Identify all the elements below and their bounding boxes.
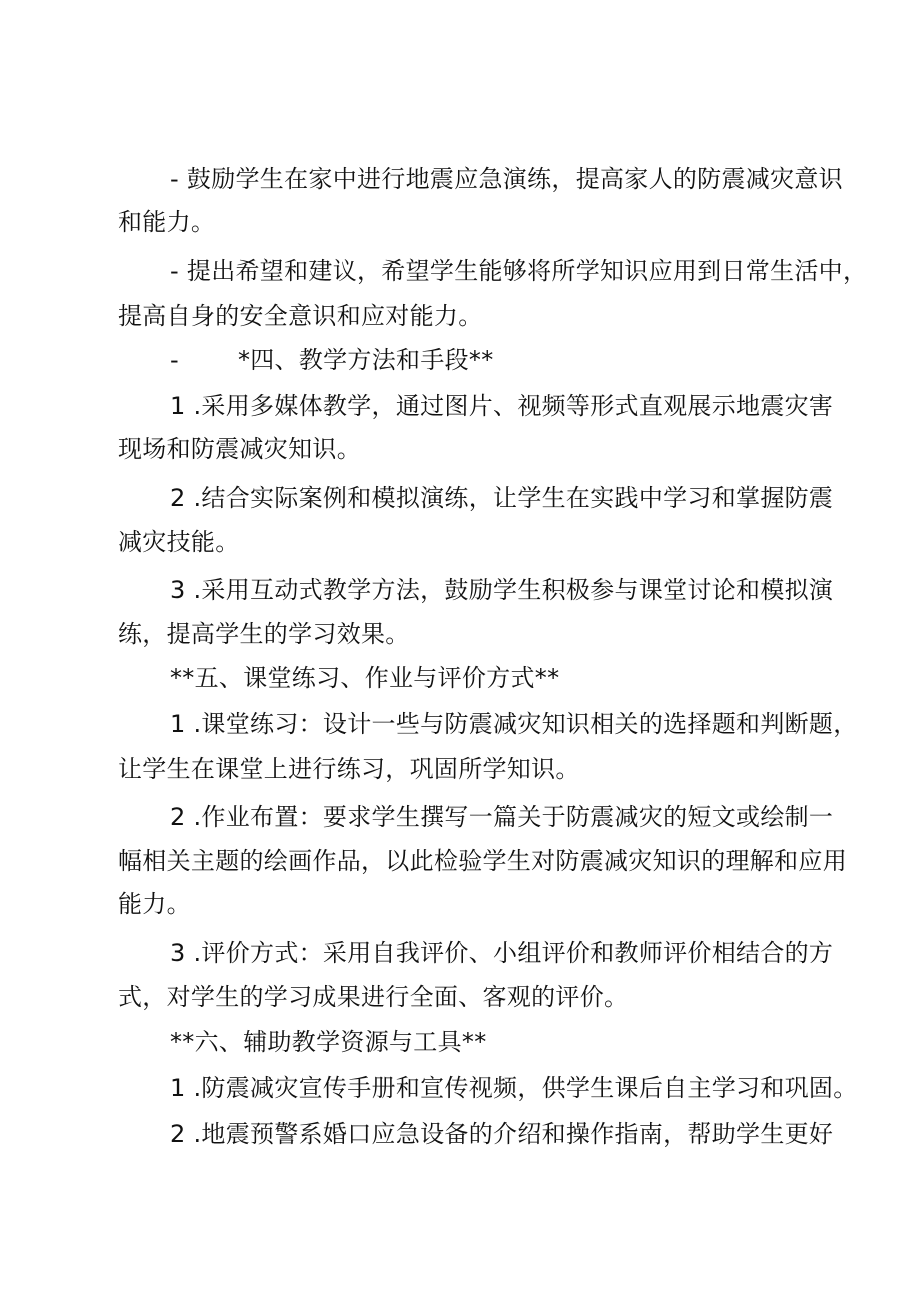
list-item: 2 .作业布置：要求学生撰写一篇关于防震减灾的短文或绘制一 xyxy=(170,803,834,831)
text-line: 能力。 xyxy=(118,890,191,918)
text-line: 减灾技能。 xyxy=(118,528,240,556)
text-line: 和能力。 xyxy=(118,208,216,236)
text-line: - 鼓励学生在家中进行地震应急演练，提高家人的防震减灾意识 xyxy=(170,165,843,193)
text-line: 让学生在课堂上进行练习，巩固所学知识。 xyxy=(118,755,580,783)
list-item: 3 .采用互动式教学方法，鼓励学生积极参与课堂讨论和模拟演 xyxy=(170,576,834,604)
section-heading-line xyxy=(170,345,494,375)
section-heading: **六、辅助教学资源与工具** xyxy=(170,1028,487,1056)
dash-marker: - xyxy=(170,346,179,374)
text-line: 提高自身的安全意识和应对能力。 xyxy=(118,302,483,330)
text-line: 现场和防震减灾知识。 xyxy=(118,435,361,463)
text-line: 式，对学生的学习成果进行全面、客观的评价。 xyxy=(118,983,629,1011)
text-line: - 提出希望和建议，希望学生能够将所学知识应用到日常生活中， xyxy=(170,257,868,285)
section-heading: **五、课堂练习、作业与评价方式** xyxy=(170,664,560,692)
list-item: 1 .课堂练习：设计一些与防震减灾知识相关的选择题和判断题， xyxy=(170,710,858,738)
section-heading: *四、教学方法和手段** xyxy=(237,346,494,374)
list-item: 3 .评价方式：采用自我评价、小组评价和教师评价相结合的方 xyxy=(170,939,834,967)
text-line: 练，提高学生的学习效果。 xyxy=(118,620,410,648)
list-item: 1 .防震减灾宣传手册和宣传视频，供学生课后自主学习和巩固。 xyxy=(170,1074,858,1102)
list-item: 2 .地震预警系婚口应急设备的介绍和操作指南，帮助学生更好 xyxy=(170,1120,834,1148)
list-item: 2 .结合实际案例和模拟演练，让学生在实践中学习和掌握防震 xyxy=(170,484,834,512)
list-item: 1 .采用多媒体教学，通过图片、视频等形式直观展示地震灾害 xyxy=(170,392,834,420)
text-line: 幅相关主题的绘画作品，以此检验学生对防震减灾知识的理解和应用 xyxy=(118,847,847,875)
